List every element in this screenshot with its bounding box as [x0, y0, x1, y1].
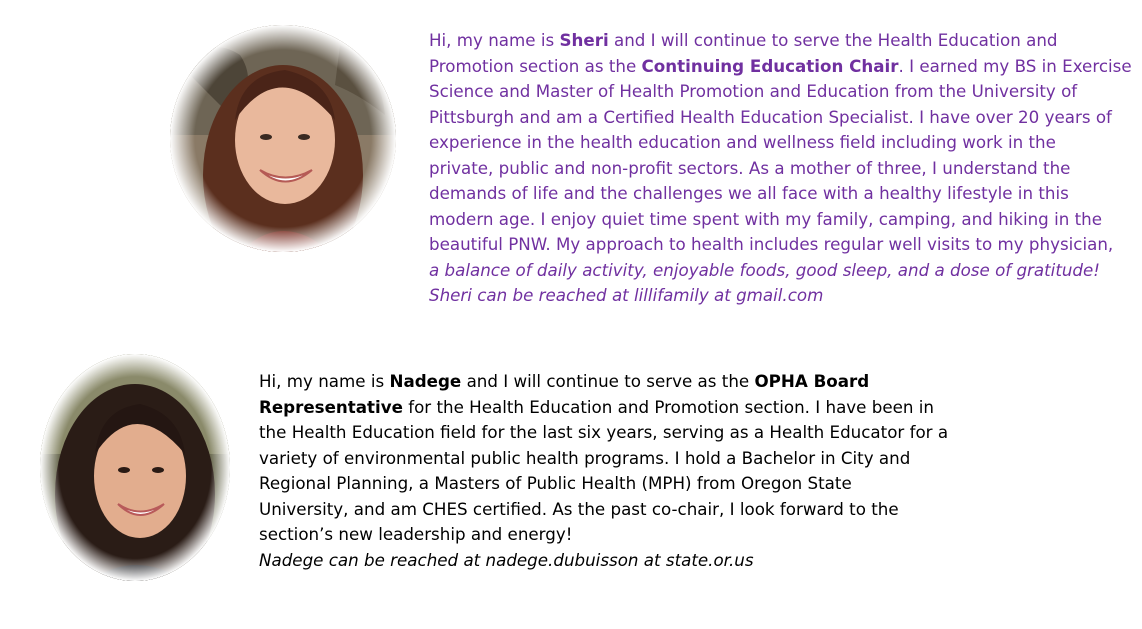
bio-text: and I will continue to serve the Health Education and: [608, 30, 1058, 50]
nadege-role-part-2: Representative: [259, 396, 403, 417]
nadege-bio-line-3: the Health Education field for the last six years, serving as a Health Educator for a: [259, 422, 949, 442]
bio-text: . I earned my BS in Exercise: [898, 55, 1132, 76]
sheri-bio-line-6: private, public and non-profit sectors. As a mother of three, I understand the: [429, 157, 1071, 178]
nadege-contact: Nadege can be reached at nadege.dubuisson at state.or.us: [259, 549, 754, 570]
sheri-role: Continuing Education Chair: [641, 55, 899, 76]
sheri-bio-line-10: a balance of daily activity, enjoyable foods, good sleep, and a dose of gratitude!: [429, 259, 1100, 280]
sheri-bio: [429, 28, 1132, 309]
sheri-bio-line-1: [429, 28, 1132, 54]
nadege-role-part-1: OPHA Board: [754, 371, 870, 391]
bio-text: for the Health Education and Promotion section. I have been in: [402, 396, 934, 417]
nadege-bio: [259, 369, 948, 573]
sheri-bio-line-7: demands of life and the challenges we all face with a healthy lifestyle in this: [429, 183, 1069, 203]
nadege-bio-line-4: variety of environmental public health programs. I hold a Bachelor in City and: [259, 447, 911, 468]
nadege-bio-line-7: section’s new leadership and energy!: [259, 524, 573, 544]
sheri-bio-line-9: beautiful PNW. My approach to health includes regular well visits to my physician,: [429, 234, 1114, 254]
sheri-bio-line-3: Science and Master of Health Promotion and Education from the University of: [429, 81, 1078, 101]
bio-text: Hi, my name is: [259, 371, 390, 391]
bio-text: Hi, my name is: [429, 30, 560, 50]
sheri-bio-line-2: [429, 54, 1132, 80]
sheri-bio-line-4: Pittsburgh and am a Certified Health Education Specialist. I have over 20 years of: [429, 106, 1112, 127]
sheri-contact: Sheri can be reached at lillifamily at gmail.com: [429, 285, 824, 305]
sheri-bio-line-8: modern age. I enjoy quiet time spent with my family, camping, and hiking in the: [429, 208, 1102, 229]
bio-text: Promotion section as the: [429, 55, 642, 76]
nadege-bio-line-6: University, and am CHES certified. As the past co-chair, I look forward to the: [259, 498, 899, 519]
bio-text: and I will continue to serve as the: [461, 371, 755, 391]
nadege-portrait-photo: [40, 354, 230, 581]
nadege-bio-line-5: Regional Planning, a Masters of Public Health (MPH) from Oregon State: [259, 473, 852, 493]
sheri-portrait-photo: [170, 25, 396, 252]
nadege-bio-line-1: [259, 369, 948, 395]
nadege-name: Nadege: [389, 371, 462, 391]
nadege-bio-line-2: [259, 395, 948, 421]
sheri-name: Sheri: [559, 30, 609, 50]
sheri-bio-line-5: experience in the health education and wellness field including work in the: [429, 132, 1056, 152]
